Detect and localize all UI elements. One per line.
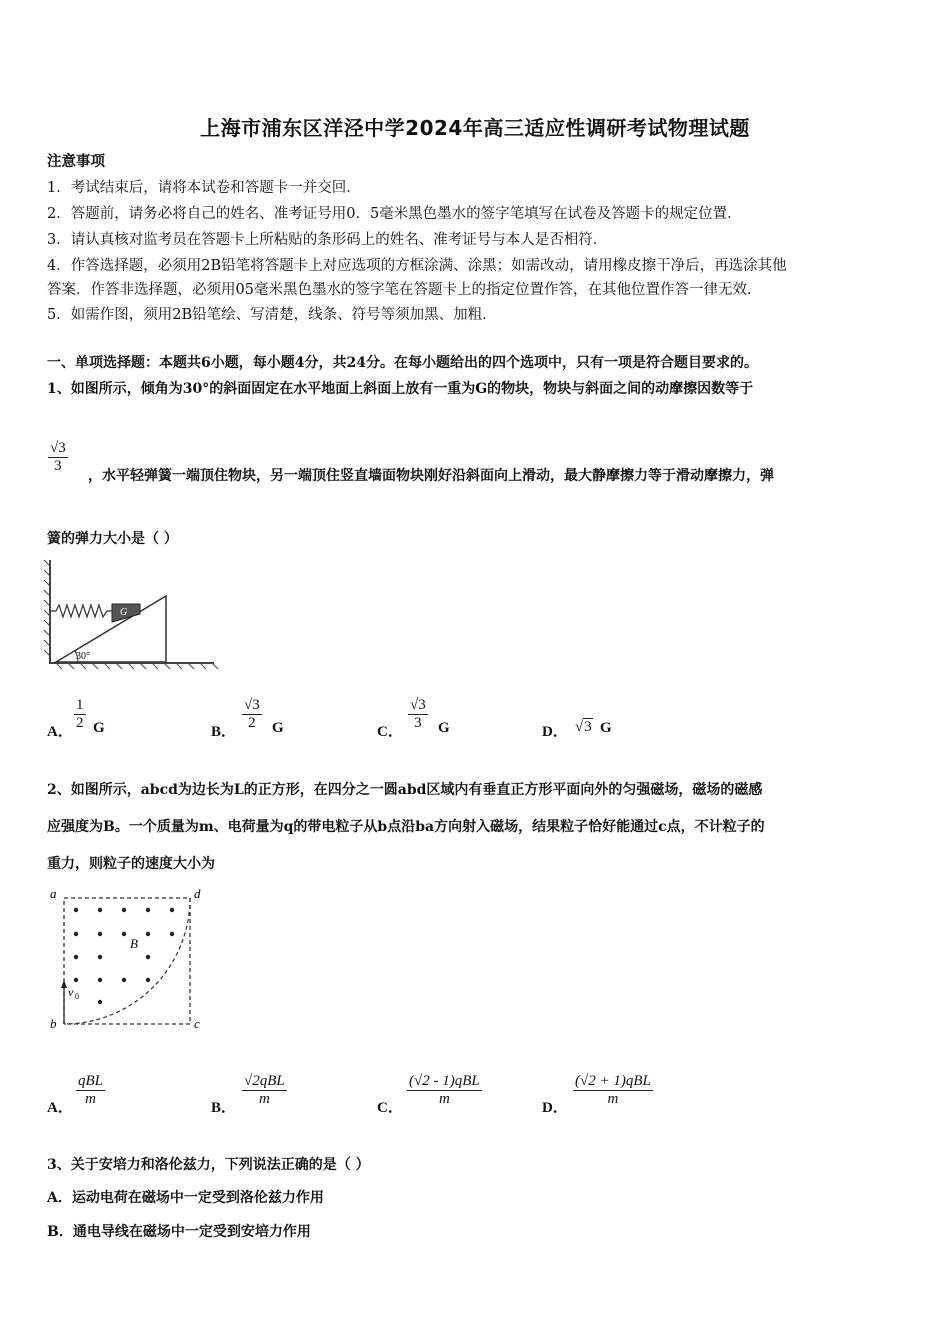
q2-option-b-letter[interactable]: B． [211,1100,237,1116]
fraction-numerator: qBL [78,1073,104,1089]
q1-option-b-fraction [242,697,262,732]
q1-mu-numerator: √3 [50,440,66,456]
q1-line3: 簧的弹力大小是（ ） [47,531,178,547]
notice-item: 1．考试结束后，请将本试卷和答题卡一并交回． [47,180,361,196]
fraction-denominator: 3 [414,715,422,731]
q2-option-d-fraction [573,1073,653,1108]
q1-option-b-letter[interactable]: B． [211,724,237,740]
q1-block-label: G [120,607,128,618]
q1-option-a-fraction [74,697,86,732]
q2-line3: 重力，则粒子的速度大小为 [47,856,215,872]
q2-square-field-figure [44,884,214,1032]
q2-option-c-fraction [407,1073,482,1108]
q1-option-a-letter[interactable]: A． [47,724,73,740]
q1-option-d-unit: G [600,720,612,736]
q1-mu-denominator: 3 [54,458,62,474]
fraction-numerator: 1 [76,697,84,713]
q1-option-d-letter[interactable]: D． [542,724,568,740]
q3-line1: 3、关于安培力和洛伦兹力，下列说法正确的是（ ） [47,1157,370,1173]
fraction-numerator: √2qBL [244,1073,285,1089]
notice-heading: 注意事项 [47,153,105,170]
q1-line2: ，水平轻弹簧一端顶住物块，另一端顶住竖直墙面物块刚好沿斜面向上滑动，最大静摩擦力等于滑动摩擦力，弹 [88,468,774,484]
notice-item: 答案．作答非选择题，必须用05毫米黑色墨水的签字笔在答题卡上的指定位置作答，在其他位置作答一律无效． [47,282,762,298]
q2-line1: 2、如图所示，abcd为边长为L的正方形，在四分之一圆abd区域内有垂直正方形平面向外的匀强磁场，磁场的磁感 [47,782,763,798]
fraction-denominator: m [258,1091,270,1107]
page-title: 上海市浦东区洋泾中学2024年高三适应性调研考试物理试题 [200,116,750,140]
notice-item: 5．如需作图，须用2B铅笔绘、写清楚，线条、符号等须加黑、加粗． [47,307,497,323]
q2-label-d: d [194,886,201,901]
section-heading: 一、单项选择题：本题共6小题，每小题4分，共24分。在每小题给出的四个选项中，只有一项是符合题目要求的。 [47,355,758,371]
q2-label-velocity-sub: 0 [75,992,79,1001]
fraction-denominator: m [607,1091,619,1107]
q1-option-c-fraction [408,697,428,732]
q2-line2: 应强度为B。一个质量为m、电荷量为q的带电粒子从b点沿ba方向射入磁场，结果粒子恰好能通过c点，不计粒子的 [47,819,765,835]
q1-line1: 1、如图所示，倾角为30°的斜面固定在水平地面上斜面上放有一重为G的物块，物块与斜面之间的动摩擦因数等于 [47,381,754,397]
q2-label-c: c [194,1016,200,1031]
notice-item: 3．请认真核对监考员在答题卡上所粘贴的条形码上的姓名、准考证号与本人是否相符． [47,232,608,248]
notice-item: 2．答题前，请务必将自己的姓名、准考证号用0．5毫米黑色墨水的签字笔填写在试卷及答题卡的规定位置． [47,206,742,222]
fraction-numerator: (√2 - 1)qBL [409,1073,480,1089]
fraction-numerator: (√2 + 1)qBL [575,1073,651,1089]
q1-mu-fraction [48,440,68,475]
q3-option-a[interactable]: A．运动电荷在磁场中一定受到洛伦兹力作用 [47,1190,324,1206]
radicand: 3 [584,719,592,735]
fraction-denominator: m [438,1091,450,1107]
fraction-denominator: m [85,1091,96,1107]
fraction-denominator: 2 [248,715,256,731]
fraction-numerator: √3 [410,697,426,713]
q2-label-a: a [50,886,57,901]
q2-option-c-letter[interactable]: C． [377,1100,403,1116]
q1-option-c-unit: G [438,720,450,736]
q2-label-field: B [130,936,138,951]
q3-option-b[interactable]: B．通电导线在磁场中一定受到安培力作用 [47,1224,311,1240]
q2-option-a-letter[interactable]: A． [47,1100,73,1116]
q1-option-d-sqrt: √3 [575,719,592,735]
q1-option-a-unit: G [93,720,105,736]
q1-incline-figure [42,556,222,671]
q1-angle-label: 30° [76,651,90,662]
q2-label-velocity: v [68,985,74,999]
q2-label-b: b [50,1016,57,1031]
notice-item: 4．作答选择题，必须用2B铅笔将答题卡上对应选项的方框涂满、涂黑；如需改动，请用橡皮擦干净后，再选涂其他 [47,258,787,274]
fraction-denominator: 2 [76,715,84,731]
q1-option-c-letter[interactable]: C． [377,724,403,740]
q2-option-b-fraction [242,1073,287,1108]
q1-option-b-unit: G [272,720,284,736]
fraction-numerator: √3 [244,697,260,713]
q2-option-a-fraction [76,1073,105,1108]
q2-option-d-letter[interactable]: D． [542,1100,568,1116]
